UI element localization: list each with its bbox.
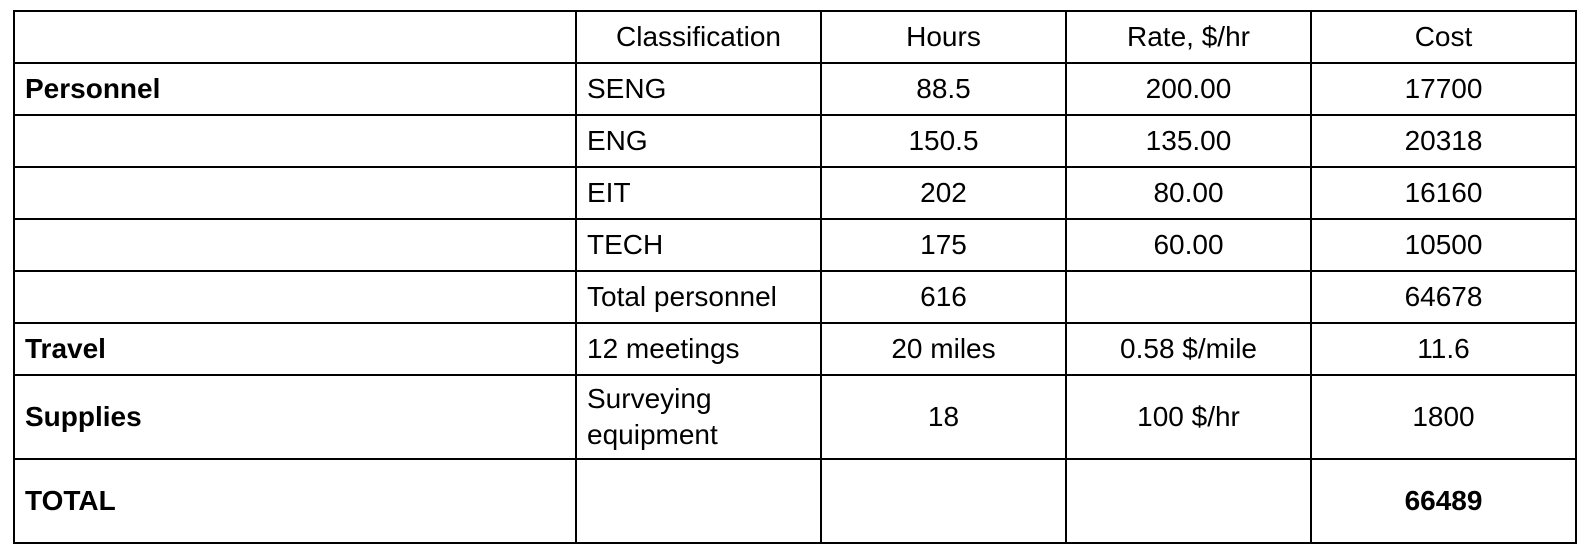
header-rate: Rate, $/hr [1066, 11, 1311, 63]
rate-cell: 80.00 [1066, 167, 1311, 219]
hours-cell: 175 [821, 219, 1066, 271]
table-row [14, 63, 1576, 115]
classification-cell: TECH [576, 219, 821, 271]
empty-category-cell [14, 115, 576, 167]
classification-cell: EIT [576, 167, 821, 219]
classification-cell: 12 meetings [576, 323, 821, 375]
table-row [14, 167, 1576, 219]
classification-line-2: equipment [587, 419, 718, 450]
empty-cell [821, 459, 1066, 543]
budget-table [13, 10, 1577, 544]
table-row [14, 115, 1576, 167]
rate-cell: 200.00 [1066, 63, 1311, 115]
classification-cell: SENG [576, 63, 821, 115]
rate-cell [1066, 271, 1311, 323]
header-category [14, 11, 576, 63]
total-label: TOTAL [14, 459, 576, 543]
supplies-row [14, 375, 1576, 459]
hours-cell: 88.5 [821, 63, 1066, 115]
hours-cell: 202 [821, 167, 1066, 219]
cost-cell: 16160 [1311, 167, 1576, 219]
total-cost-cell: 66489 [1311, 459, 1576, 543]
personnel-total-row [14, 271, 1576, 323]
cost-cell: 11.6 [1311, 323, 1576, 375]
classification-line-1: Surveying [587, 383, 712, 414]
grand-total-row [14, 459, 1576, 543]
empty-category-cell [14, 219, 576, 271]
rate-cell: 0.58 $/mile [1066, 323, 1311, 375]
header-row [14, 11, 1576, 63]
travel-row [14, 323, 1576, 375]
header-classification: Classification [576, 11, 821, 63]
classification-cell: Total personnel [576, 271, 821, 323]
empty-cell [576, 459, 821, 543]
hours-cell: 20 miles [821, 323, 1066, 375]
classification-cell [576, 375, 821, 459]
travel-label: Travel [14, 323, 576, 375]
rate-cell: 135.00 [1066, 115, 1311, 167]
header-hours: Hours [821, 11, 1066, 63]
supplies-label: Supplies [14, 375, 576, 459]
cost-cell: 64678 [1311, 271, 1576, 323]
empty-cell [1066, 459, 1311, 543]
hours-cell: 616 [821, 271, 1066, 323]
hours-cell: 150.5 [821, 115, 1066, 167]
rate-cell: 100 $/hr [1066, 375, 1311, 459]
cost-cell: 17700 [1311, 63, 1576, 115]
table-row [14, 219, 1576, 271]
personnel-label: Personnel [14, 63, 576, 115]
cost-cell: 1800 [1311, 375, 1576, 459]
rate-cell: 60.00 [1066, 219, 1311, 271]
empty-category-cell [14, 167, 576, 219]
empty-category-cell [14, 271, 576, 323]
hours-cell: 18 [821, 375, 1066, 459]
cost-cell: 20318 [1311, 115, 1576, 167]
classification-cell: ENG [576, 115, 821, 167]
header-cost: Cost [1311, 11, 1576, 63]
cost-cell: 10500 [1311, 219, 1576, 271]
